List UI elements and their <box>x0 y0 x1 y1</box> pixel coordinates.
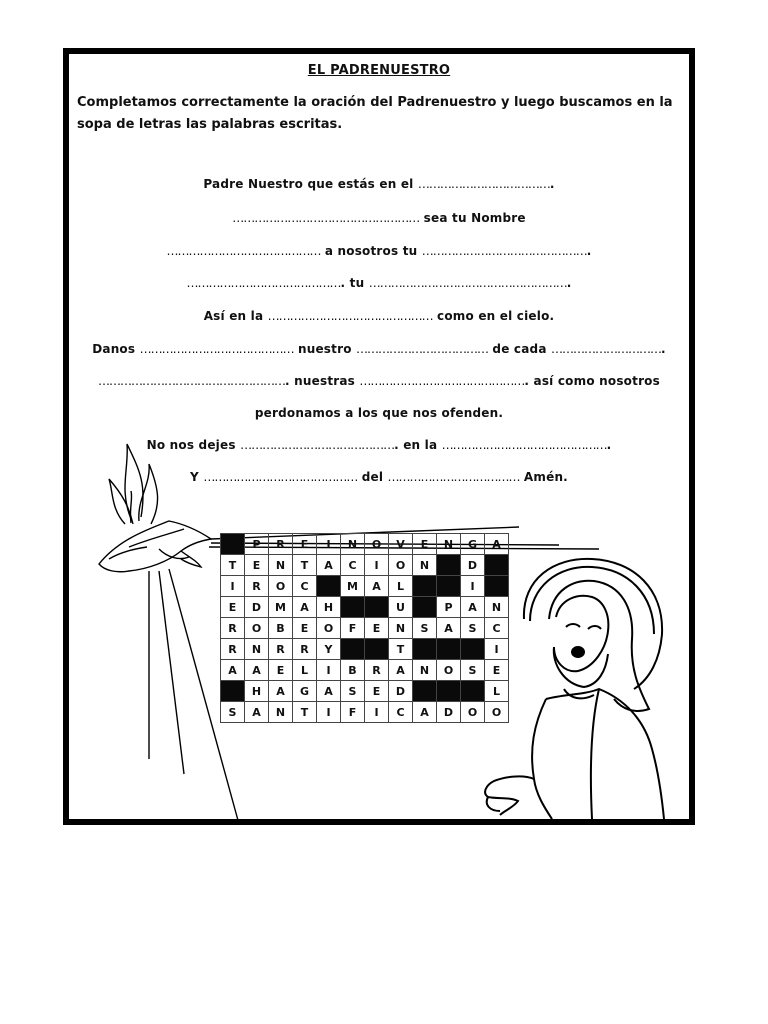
grid-cell[interactable]: A <box>317 681 341 702</box>
prayer-text: . <box>586 244 592 258</box>
grid-row <box>221 576 509 597</box>
prayer-text: Amén. <box>519 470 568 484</box>
grid-cell[interactable]: I <box>485 639 509 660</box>
grid-cell[interactable]: A <box>461 597 485 618</box>
grid-cell[interactable]: N <box>485 597 509 618</box>
jesus-figure-icon <box>474 549 694 819</box>
prayer-text: . <box>549 177 555 191</box>
grid-cell[interactable]: P <box>245 534 269 555</box>
grid-cell[interactable]: A <box>293 597 317 618</box>
answer-blank[interactable]: ……………………………… <box>387 470 520 484</box>
grid-cell[interactable]: F <box>341 702 365 723</box>
grid-cell[interactable]: L <box>293 660 317 681</box>
grid-cell[interactable]: N <box>269 702 293 723</box>
grid-cell[interactable]: H <box>245 681 269 702</box>
word-search-grid <box>220 533 509 723</box>
prayer-line <box>69 374 689 388</box>
grid-cell[interactable]: S <box>413 618 437 639</box>
grid-cell[interactable]: R <box>221 639 245 660</box>
prayer-line <box>69 177 689 191</box>
prayer-text: . <box>661 342 666 356</box>
grid-cell-blocked[interactable] <box>413 576 437 597</box>
prayer-text: de cada <box>488 342 551 356</box>
grid-cell[interactable]: A <box>317 555 341 576</box>
grid-cell-blocked[interactable] <box>317 576 341 597</box>
grid-cell[interactable]: A <box>221 660 245 681</box>
answer-blank[interactable]: ……………………………………… <box>421 244 587 258</box>
grid-cell-blocked[interactable] <box>365 597 389 618</box>
grid-cell[interactable]: B <box>341 660 365 681</box>
prayer-text: perdonamos a los que nos ofenden. <box>254 406 504 420</box>
answer-blank[interactable]: …………………………………… <box>139 342 294 356</box>
prayer-text: . <box>566 276 572 290</box>
grid-cell-blocked[interactable] <box>437 576 461 597</box>
grid-row <box>221 618 509 639</box>
grid-cell[interactable]: A <box>245 702 269 723</box>
grid-cell[interactable]: M <box>341 576 365 597</box>
grid-cell[interactable]: E <box>413 534 437 555</box>
grid-cell[interactable]: O <box>365 534 389 555</box>
prayer-line <box>69 244 689 258</box>
grid-cell[interactable]: B <box>269 618 293 639</box>
grid-cell[interactable]: N <box>269 555 293 576</box>
prayer-text: a nosotros tu <box>320 244 422 258</box>
grid-cell[interactable]: E <box>293 534 317 555</box>
prayer-line <box>69 309 689 323</box>
grid-cell-blocked[interactable] <box>437 555 461 576</box>
grid-cell[interactable]: T <box>293 702 317 723</box>
grid-cell[interactable]: H <box>317 597 341 618</box>
grid-cell[interactable]: G <box>293 681 317 702</box>
grid-cell[interactable]: N <box>341 534 365 555</box>
grid-cell[interactable]: N <box>413 660 437 681</box>
grid-cell[interactable]: R <box>269 639 293 660</box>
prayer-text: nuestro <box>293 342 357 356</box>
prayer-text: . en la <box>394 438 442 452</box>
grid-cell[interactable]: L <box>389 576 413 597</box>
grid-cell[interactable]: N <box>413 555 437 576</box>
grid-cell[interactable]: O <box>437 660 461 681</box>
grid-cell-blocked[interactable] <box>437 639 461 660</box>
grid-cell[interactable]: R <box>293 639 317 660</box>
grid-cell[interactable]: N <box>389 618 413 639</box>
worksheet-title: EL PADRENUESTRO <box>307 63 451 78</box>
grid-cell[interactable]: V <box>389 534 413 555</box>
grid-cell[interactable]: D <box>245 597 269 618</box>
grid-cell[interactable]: A <box>245 660 269 681</box>
grid-cell[interactable]: O <box>485 702 509 723</box>
grid-cell[interactable]: O <box>389 555 413 576</box>
answer-blank[interactable]: ………………………… <box>551 342 661 356</box>
grid-cell[interactable]: A <box>413 702 437 723</box>
answer-blank[interactable]: …………………………………………… <box>232 211 420 225</box>
grid-cell-blocked[interactable] <box>413 639 437 660</box>
worksheet-frame <box>63 48 695 825</box>
answer-blank[interactable]: …………………………………… <box>166 244 321 258</box>
grid-cell[interactable]: C <box>341 555 365 576</box>
grid-cell-blocked[interactable] <box>365 639 389 660</box>
grid-cell-blocked[interactable] <box>341 597 365 618</box>
grid-cell[interactable]: S <box>461 618 485 639</box>
grid-cell[interactable]: A <box>437 618 461 639</box>
prayer-text: Danos <box>92 342 140 356</box>
grid-cell[interactable]: G <box>461 534 485 555</box>
instructions-text: Completamos correctamente la oración del Padrenuestro y luego buscamos en la sopa de letras las palabras escritas. <box>77 95 673 132</box>
grid-row <box>221 681 509 702</box>
answer-blank[interactable]: ……………………………… <box>356 342 489 356</box>
grid-cell[interactable]: O <box>461 702 485 723</box>
prayer-text: . tu <box>340 276 369 290</box>
prayer-line <box>69 342 689 356</box>
grid-cell[interactable]: S <box>221 702 245 723</box>
grid-cell[interactable]: T <box>293 555 317 576</box>
grid-cell[interactable]: E <box>365 681 389 702</box>
grid-cell[interactable]: R <box>221 618 245 639</box>
grid-cell[interactable]: I <box>317 702 341 723</box>
grid-cell[interactable]: A <box>389 660 413 681</box>
grid-cell[interactable]: I <box>365 555 389 576</box>
prayer-text: del <box>357 470 388 484</box>
grid-cell[interactable]: D <box>461 555 485 576</box>
prayer-line <box>69 211 689 225</box>
grid-cell-blocked[interactable] <box>221 534 245 555</box>
answer-blank[interactable]: …………………………………… <box>203 470 358 484</box>
prayer-line <box>69 276 689 290</box>
prayer-text: . así como nosotros <box>524 374 660 388</box>
grid-cell[interactable]: S <box>461 660 485 681</box>
answer-blank[interactable]: ……………………………………………… <box>368 276 567 290</box>
grid-row <box>221 534 509 555</box>
grid-cell[interactable]: I <box>461 576 485 597</box>
prayer-text: No nos dejes <box>146 438 241 452</box>
answer-blank[interactable]: ……………………………… <box>417 177 550 191</box>
grid-cell[interactable]: O <box>317 618 341 639</box>
grid-cell[interactable]: C <box>293 576 317 597</box>
grid-cell[interactable]: E <box>293 618 317 639</box>
grid-cell[interactable]: E <box>485 660 509 681</box>
grid-cell-blocked[interactable] <box>221 681 245 702</box>
grid-cell[interactable]: R <box>245 576 269 597</box>
answer-blank[interactable]: ……………………………………… <box>359 374 525 388</box>
answer-blank[interactable]: …………………………………… <box>186 276 341 290</box>
grid-cell[interactable]: F <box>341 618 365 639</box>
grid-row <box>221 597 509 618</box>
grid-cell[interactable]: A <box>485 534 509 555</box>
grid-cell[interactable]: D <box>389 681 413 702</box>
answer-blank[interactable]: ……………………………………… <box>441 438 607 452</box>
answer-blank[interactable]: ……………………………………… <box>267 309 433 323</box>
prayer-text: Así en la <box>203 309 268 323</box>
grid-cell[interactable]: I <box>317 660 341 681</box>
answer-blank[interactable]: …………………………………… <box>240 438 395 452</box>
prayer-text: como en el cielo. <box>432 309 555 323</box>
grid-cell[interactable]: U <box>389 597 413 618</box>
prayer-text: Y <box>190 470 204 484</box>
grid-cell[interactable]: E <box>269 660 293 681</box>
grid-cell[interactable]: A <box>365 576 389 597</box>
grid-cell[interactable]: O <box>245 618 269 639</box>
grid-row <box>221 660 509 681</box>
grid-cell[interactable]: E <box>245 555 269 576</box>
grid-cell[interactable]: R <box>269 534 293 555</box>
grid-cell[interactable]: E <box>221 597 245 618</box>
grid-cell[interactable]: T <box>389 639 413 660</box>
grid-cell[interactable]: P <box>437 597 461 618</box>
grid-cell[interactable]: R <box>365 660 389 681</box>
grid-cell[interactable]: O <box>269 576 293 597</box>
prayer-text: sea tu Nombre <box>419 211 526 225</box>
prayer-text: . <box>606 438 612 452</box>
grid-cell[interactable]: C <box>389 702 413 723</box>
grid-cell[interactable]: D <box>437 702 461 723</box>
prayer-text: Padre Nuestro que estás en el <box>203 177 418 191</box>
grid-cell[interactable]: L <box>485 681 509 702</box>
prayer-text: . nuestras <box>285 374 360 388</box>
grid-cell[interactable]: E <box>365 618 389 639</box>
grid-row <box>221 639 509 660</box>
grid-cell[interactable]: S <box>341 681 365 702</box>
answer-blank[interactable]: …………………………………………… <box>98 374 286 388</box>
grid-cell-blocked[interactable] <box>413 681 437 702</box>
grid-cell[interactable]: M <box>269 597 293 618</box>
grid-cell[interactable]: I <box>221 576 245 597</box>
grid-cell[interactable]: I <box>365 702 389 723</box>
grid-cell[interactable]: C <box>485 618 509 639</box>
grid-cell[interactable]: N <box>437 534 461 555</box>
grid-cell-blocked[interactable] <box>413 597 437 618</box>
grid-cell[interactable]: A <box>269 681 293 702</box>
grid-cell-blocked[interactable] <box>341 639 365 660</box>
grid-cell[interactable]: T <box>221 555 245 576</box>
grid-row <box>221 702 509 723</box>
grid-cell[interactable]: N <box>245 639 269 660</box>
grid-row <box>221 555 509 576</box>
grid-cell[interactable]: Y <box>317 639 341 660</box>
prayer-line <box>69 406 689 420</box>
grid-cell[interactable]: I <box>317 534 341 555</box>
grid-cell-blocked[interactable] <box>437 681 461 702</box>
